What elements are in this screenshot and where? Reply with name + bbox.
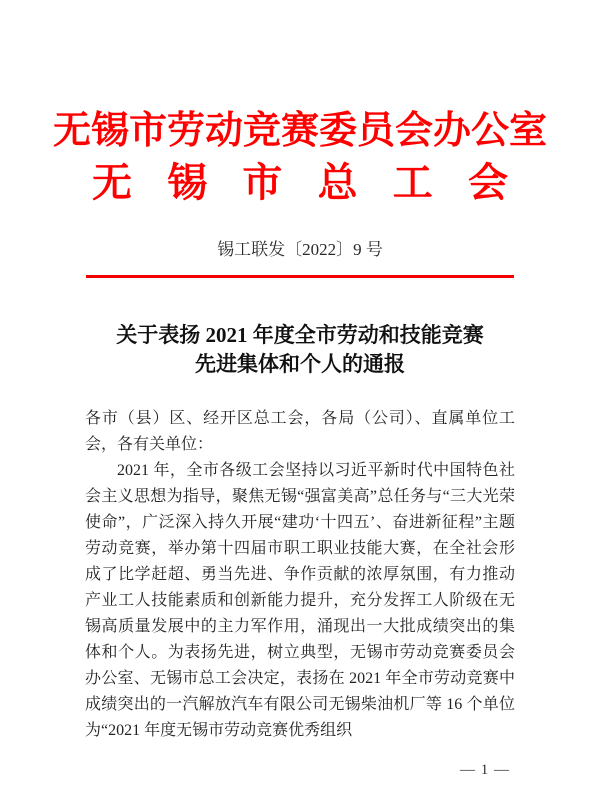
- document-body: [85, 406, 515, 744]
- document-title-line1: 关于表扬 2021 年度全市劳动和技能竞赛: [116, 323, 484, 347]
- document-title: [0, 321, 600, 379]
- letterhead: [0, 106, 600, 278]
- page-number: — 1 —: [460, 762, 510, 778]
- document-title-line2: 先进集体和个人的通报: [195, 352, 405, 376]
- body-paragraph: 2021 年，全市各级工会坚持以习近平新时代中国特色社会主义思想为指导，聚焦无锡“强富美高”总任务与“三大光荣使命”，广泛深入持久开展“建功‘十四五’、奋进新征程”主题劳动竞赛，举办第十四届市职工职业技能大赛，在全社会形成了比学赶超、勇当先进、争作贡献的浓厚氛围，有力推动产业工人技能素质和创新能力提升，充分发挥工人阶级在无锡高质量发展中的主力军作用，涌现出一大批成绩突出的集体和个人。为表扬先进，树立典型，无锡市劳动竞赛委员会办公室、无锡市总工会决定，表扬在 2021 年全市劳动竞赛中成绩突出的一汽解放汽车有限公司无锡柴油机厂等 16 个单位为“2021 年度无锡市劳动竞赛优秀组织: [85, 462, 515, 739]
- red-divider-line: [86, 275, 514, 278]
- issuing-org-primary: 无锡市劳动竞赛委员会办公室: [52, 110, 547, 152]
- document-number: 锡工联发〔2022〕9 号: [217, 240, 383, 259]
- salutation: 各市（县）区、经开区总工会，各局（公司）、直属单位工会，各有关单位：: [85, 410, 515, 453]
- issuing-org-secondary: 无 锡 市 总 工 会: [92, 160, 508, 205]
